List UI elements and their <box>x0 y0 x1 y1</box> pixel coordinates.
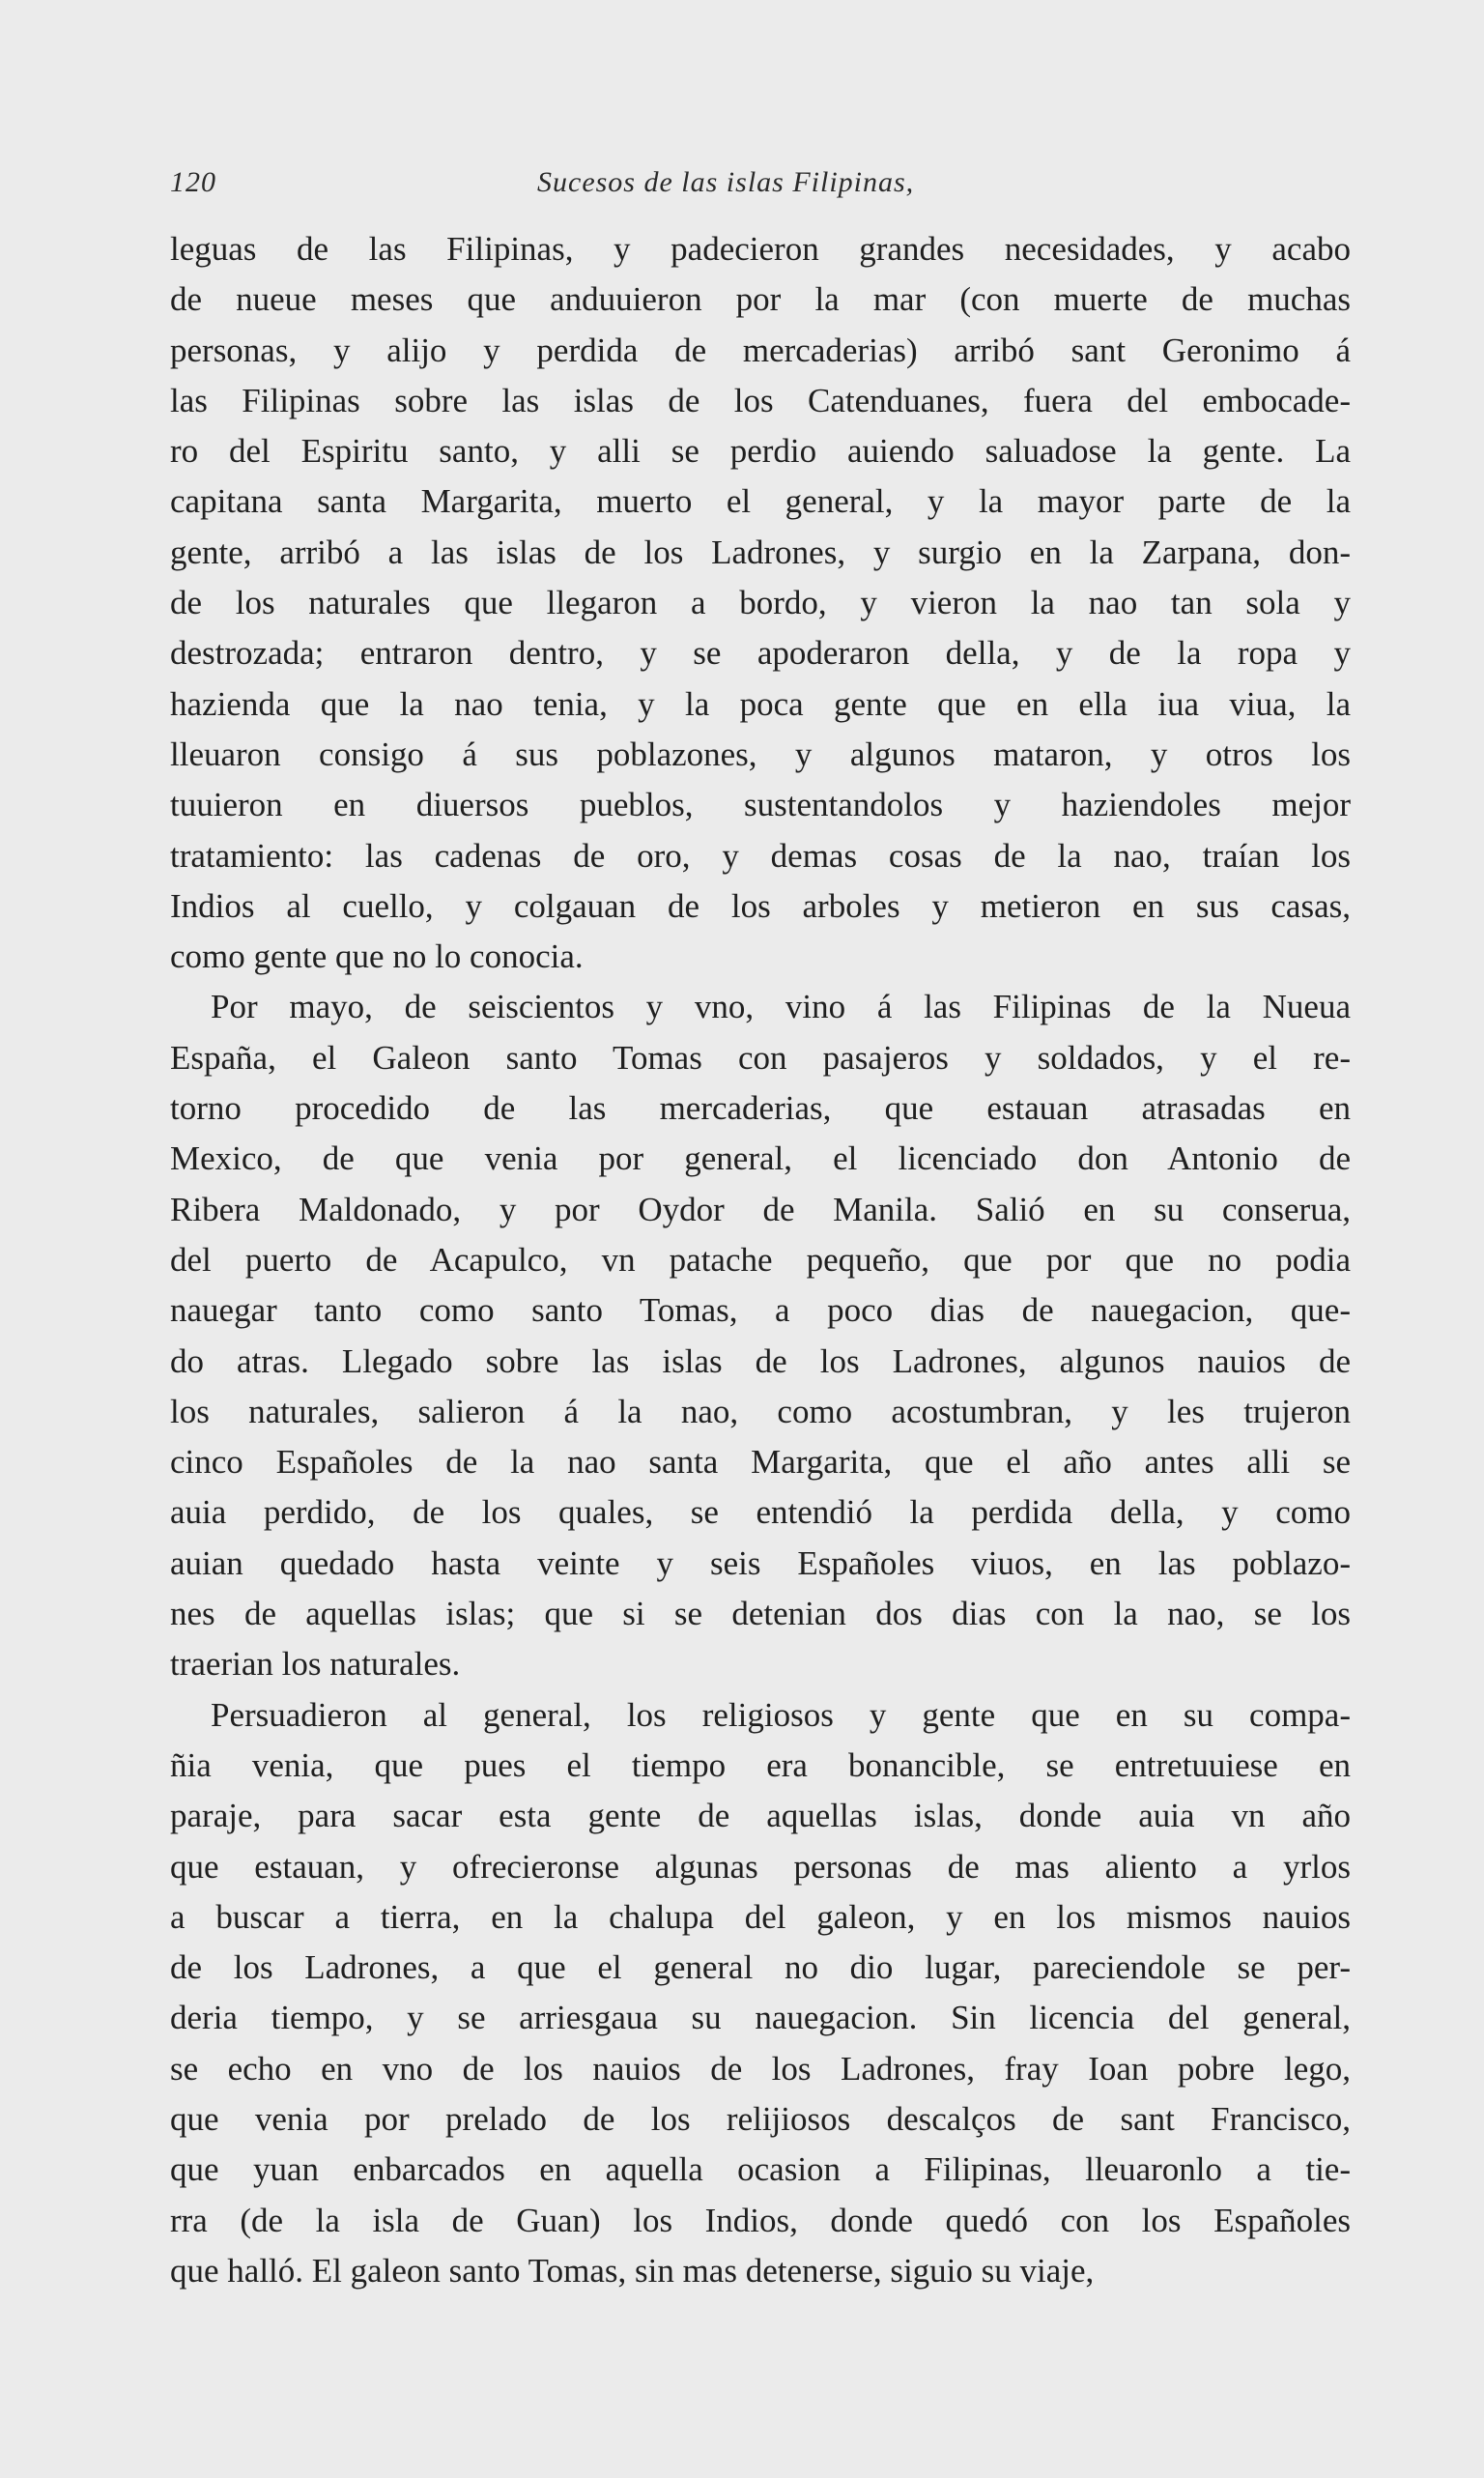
text-line: de los naturales que llegaron a bordo, y vieron la nao tan sola y <box>170 584 1351 622</box>
text-line: como gente que no lo conocia. <box>170 937 584 976</box>
text-line: a buscar a tierra, en la chalupa del galeon, y en los mismos nauios <box>170 1897 1351 1936</box>
text-line: que yuan enbarcados en aquella ocasion a Filipinas, lleuaronlo a tie- <box>170 2150 1351 2189</box>
paragraph <box>170 982 1351 1689</box>
text-line: deria tiempo, y se arriesgaua su nauegacion. Sin licencia del general, <box>170 1999 1351 2037</box>
text-line: traerian los naturales. <box>170 1645 461 1684</box>
text-line: cinco Españoles de la nao santa Margarita, que el año antes alli se <box>170 1443 1351 1482</box>
text-line: do atras. Llegado sobre las islas de los Ladrones, algunos nauios de <box>170 1341 1351 1380</box>
text-line: Persuadieron al general, los religiosos y gente que en su compa- <box>211 1695 1351 1734</box>
text-line: hazienda que la nao tenia, y la poca gente que en ella iua viua, la <box>170 684 1351 723</box>
page-number: 120 <box>170 166 216 198</box>
text-line: rra (de la isla de Guan) los Indios, donde quedó con los Españoles <box>170 2201 1351 2239</box>
text-line: gente, arribó a las islas de los Ladrones, y surgio en la Zarpana, don- <box>170 533 1351 571</box>
paragraph <box>170 224 1351 982</box>
text-line: nauegar tanto como santo Tomas, a poco dias de nauegacion, que- <box>170 1291 1351 1330</box>
text-line: se echo en vno de los nauios de los Ladrones, fray Ioan pobre lego, <box>170 2049 1351 2088</box>
text-line: Indios al cuello, y colgauan de los arboles y metieron en sus casas, <box>170 886 1351 925</box>
text-line: leguas de las Filipinas, y padecieron grandes necesidades, y acabo <box>170 230 1351 268</box>
text-line: las Filipinas sobre las islas de los Catenduanes, fuera del embocade- <box>170 381 1351 419</box>
text-line: tuuieron en diuersos pueblos, sustentandolos y haziendoles mejor <box>170 786 1351 824</box>
text-line: Ribera Maldonado, y por Oydor de Manila. Salió en su conserua, <box>170 1190 1351 1228</box>
text-line: Por mayo, de seiscientos y vno, vino á las Filipinas de la Nueua <box>211 988 1351 1026</box>
page-header <box>170 166 1349 215</box>
text-line: paraje, para sacar esta gente de aquellas islas, donde auia vn año <box>170 1797 1351 1835</box>
text-line: del puerto de Acapulco, vn patache pequeño, que por que no podia <box>170 1240 1351 1279</box>
text-line: que venia por prelado de los relijiosos descalços de sant Francisco, <box>170 2099 1351 2138</box>
text-line: capitana santa Margarita, muerto el general, y la mayor parte de la <box>170 482 1351 521</box>
text-line: los naturales, salieron á la nao, como acostumbran, y les trujeron <box>170 1392 1351 1430</box>
text-line: auian quedado hasta veinte y seis Españoles viuos, en las poblazo- <box>170 1543 1351 1582</box>
text-line: nes de aquellas islas; que si se detenian dos dias con la nao, se los <box>170 1595 1351 1633</box>
body-text <box>170 224 1351 2296</box>
text-line: ro del Espiritu santo, y alli se perdio auiendo saluadose la gente. La <box>170 432 1351 471</box>
text-line: personas, y alijo y perdida de mercaderias) arribó sant Geronimo á <box>170 331 1351 369</box>
text-line: que estauan, y ofrecieronse algunas personas de mas aliento a yrlos <box>170 1847 1351 1886</box>
text-line: España, el Galeon santo Tomas con pasajeros y soldados, y el re- <box>170 1038 1351 1077</box>
text-line: que halló. El galeon santo Tomas, sin mas detenerse, siguio su viaje, <box>170 2251 1095 2290</box>
text-line: auia perdido, de los quales, se entendió la perdida della, y como <box>170 1493 1351 1532</box>
text-line: tratamiento: las cadenas de oro, y demas cosas de la nao, traían los <box>170 836 1351 875</box>
text-line: ñia venia, que pues el tiempo era bonancible, se entretuuiese en <box>170 1745 1351 1784</box>
text-line: de nueue meses que anduuieron por la mar (con muerte de muchas <box>170 280 1351 319</box>
text-line: lleuaron consigo á sus poblazones, y algunos mataron, y otros los <box>170 735 1351 773</box>
text-line: de los Ladrones, a que el general no dio lugar, pareciendole se per- <box>170 1948 1351 1987</box>
text-line: Mexico, de que venia por general, el licenciado don Antonio de <box>170 1139 1351 1178</box>
paragraph <box>170 1690 1351 2297</box>
text-line: destrozada; entraron dentro, y se apoderaron della, y de la ropa y <box>170 634 1351 673</box>
running-head: Sucesos de las islas Filipinas, <box>537 166 915 198</box>
text-line: torno procedido de las mercaderias, que estauan atrasadas en <box>170 1089 1351 1128</box>
